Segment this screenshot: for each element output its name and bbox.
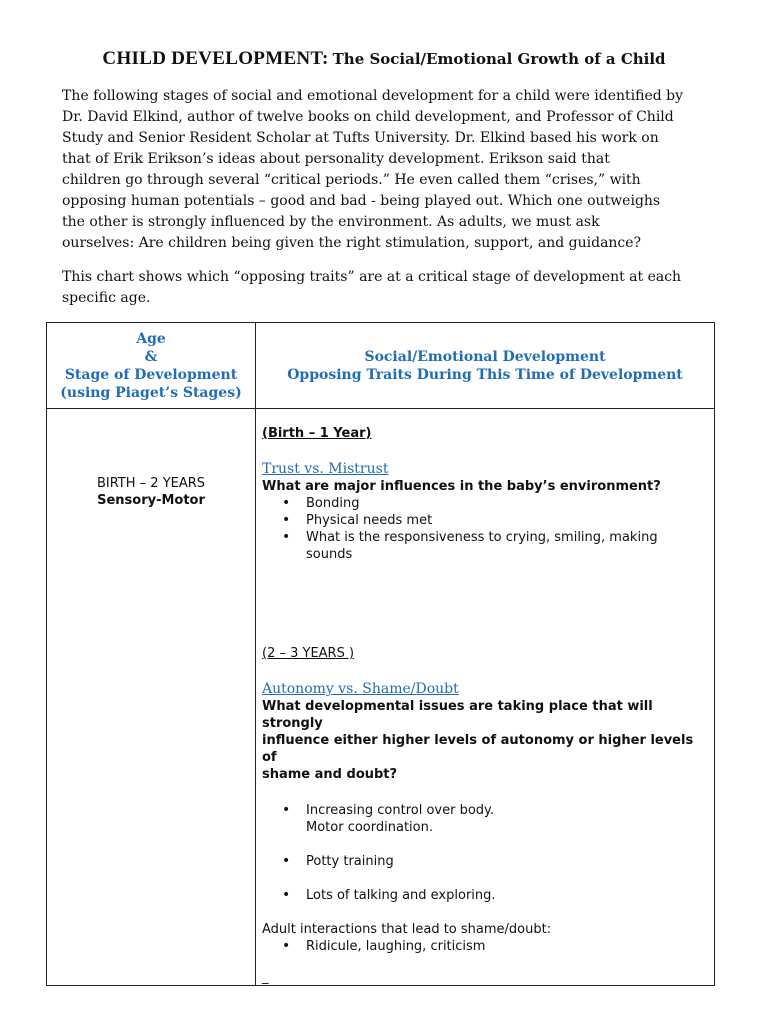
end-mark: _: [262, 970, 269, 985]
list-item: • Ridicule, laughing, criticism: [306, 938, 706, 955]
question-text: What are major influences in the baby’s environment?: [262, 479, 661, 494]
table-row: [47, 409, 715, 986]
intro-line: specific age.: [62, 290, 151, 306]
list-item-text: Motor coordination.: [306, 820, 433, 835]
list-item: [306, 529, 706, 563]
list-item-text: What is the responsiveness to crying, smiling, making: [306, 530, 658, 545]
bullet-list: [262, 495, 706, 563]
header-dev-line: Opposing Traits During This Time of Development: [287, 366, 683, 383]
development-table: [46, 322, 715, 986]
age-cell: [47, 409, 256, 986]
age-range: BIRTH – 2 YEARS: [96, 476, 206, 491]
header-age-line: (using Piaget’s Stages): [60, 384, 242, 401]
intro-line: that of Erik Erikson’s ideas about personality development. Erikson said that: [62, 151, 610, 167]
question-text: [262, 698, 706, 783]
list-item: • Potty training: [306, 853, 706, 870]
period-heading: (Birth – 1 Year): [262, 426, 372, 441]
bullet-list: [262, 938, 706, 955]
intro-paragraph-1: [62, 86, 712, 254]
intro-line: This chart shows which “opposing traits” are at a critical stage of development at each: [62, 269, 682, 285]
list-item-text: sounds: [306, 547, 353, 562]
list-item: [306, 802, 706, 836]
period-heading-text: (2 – 3 YEARS ): [262, 646, 355, 661]
header-age-cell: [47, 323, 256, 409]
intro-line: children go through several “critical periods.” He even called them “crises,” with: [62, 172, 641, 188]
header-age-line: &: [144, 348, 158, 365]
question-line: influence either higher levels of autonomy or higher levels of: [262, 733, 694, 765]
period-heading: [262, 645, 706, 662]
intro-line: ourselves: Are children being given the right stimulation, support, and guidance?: [62, 235, 642, 251]
question-line: shame and doubt?: [262, 767, 398, 782]
header-age-line: Stage of Development: [64, 366, 238, 383]
intro-line: Study and Senior Resident Scholar at Tufts University. Dr. Elkind based his work on: [62, 130, 659, 146]
question-line: What developmental issues are taking place that will strongly: [262, 699, 653, 731]
list-item: • Lots of talking and exploring.: [306, 887, 706, 904]
piaget-stage: Sensory-Motor: [97, 493, 205, 508]
header-age-line: Age: [136, 330, 166, 347]
table-header-row: [47, 323, 715, 409]
document-title: [0, 48, 768, 70]
stage-heading: Trust vs. Mistrust: [262, 461, 389, 477]
header-development-cell: [256, 323, 715, 409]
intro-line: the other is strongly influenced by the environment. As adults, we must ask: [62, 214, 600, 230]
list-item: • Bonding: [306, 495, 706, 512]
list-item: • Physical needs met: [306, 512, 706, 529]
adult-interactions-label: Adult interactions that lead to shame/doubt:: [262, 922, 552, 937]
stage-heading: Autonomy vs. Shame/Doubt: [262, 681, 459, 697]
bullet-list: [262, 802, 706, 904]
list-item-text: Increasing control over body.: [306, 803, 494, 818]
title-sub: The Social/Emotional Growth of a Child: [332, 50, 666, 68]
intro-line: Dr. David Elkind, author of twelve books on child development, and Professor of Child: [62, 109, 674, 125]
intro-line: The following stages of social and emotional development for a child were identified by: [62, 88, 684, 104]
development-cell: [256, 409, 715, 986]
intro-line: opposing human potentials – good and bad - being played out. Which one outweighs: [62, 193, 661, 209]
intro-paragraph-2: [62, 267, 712, 309]
title-main: CHILD DEVELOPMENT:: [102, 48, 329, 69]
header-dev-line: Social/Emotional Development: [364, 348, 606, 365]
